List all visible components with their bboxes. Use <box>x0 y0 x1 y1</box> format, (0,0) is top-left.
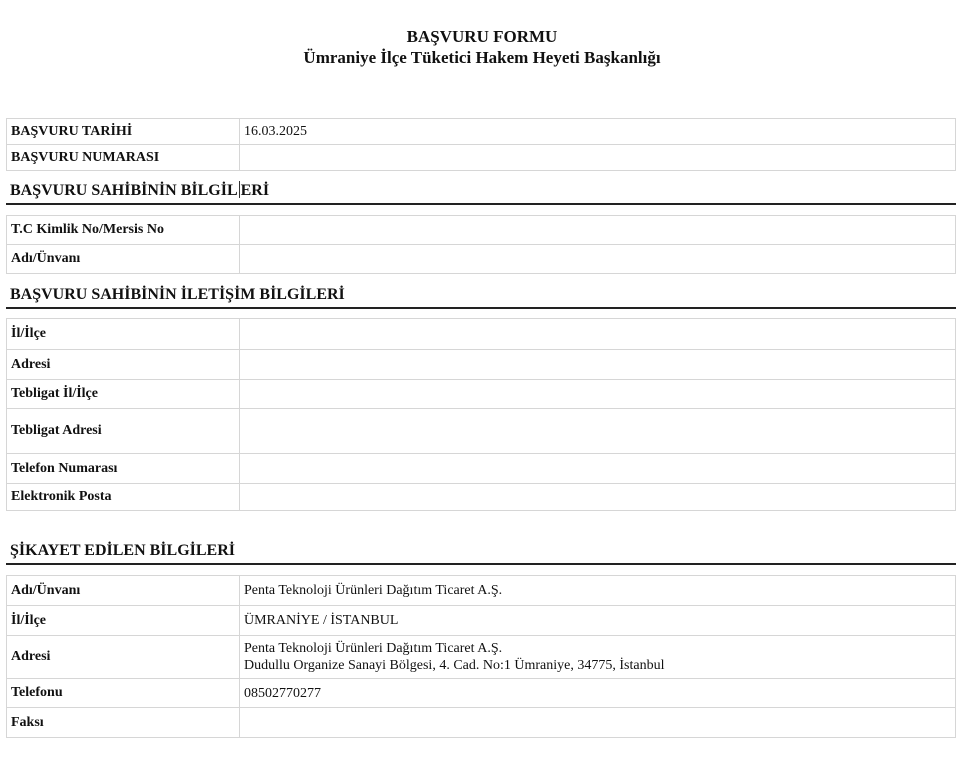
application-number-row <box>6 144 956 171</box>
contact-email-label: Elektronik Posta <box>7 484 240 510</box>
complaint-address-value[interactable] <box>240 636 664 678</box>
applicant-id-row <box>6 215 956 245</box>
contact-notice-address-value[interactable] <box>240 409 244 453</box>
contact-province-row <box>6 318 956 349</box>
complaint-province-value[interactable]: ÜMRANİYE / İSTANBUL <box>244 613 399 628</box>
complaint-phone-row <box>6 678 956 708</box>
applicant-name-value[interactable] <box>240 245 244 273</box>
applicant-id-value[interactable] <box>240 216 244 244</box>
contact-province-value[interactable] <box>240 319 244 349</box>
complaint-phone-label: Telefonu <box>7 679 240 707</box>
contact-notice-province-label: Tebligat İl/İlçe <box>7 380 240 408</box>
contact-province-label: İl/İlçe <box>7 319 240 349</box>
contact-section-title: BAŞVURU SAHİBİNİN İLETİŞİM BİLGİLERİ <box>6 286 956 309</box>
contact-email-row <box>6 483 956 511</box>
applicant-section-title-b: ERİ <box>240 182 270 199</box>
application-date-label: BAŞVURU TARİHİ <box>7 119 240 144</box>
applicant-name-label: Adı/Ünvanı <box>7 245 240 273</box>
contact-address-row <box>6 349 956 379</box>
complaint-address-line-2: Dudullu Organize Sanayi Bölgesi, 4. Cad. No:1 Ümraniye, 34775, İstanbul <box>244 658 665 673</box>
complaint-address-label: Adresi <box>7 636 240 678</box>
complaint-phone-value[interactable]: 08502770277 <box>244 685 321 701</box>
contact-notice-address-label: Tebligat Adresi <box>7 409 240 453</box>
complaint-name-label: Adı/Ünvanı <box>7 576 240 605</box>
contact-phone-value[interactable] <box>240 454 244 483</box>
applicant-section-title <box>6 181 956 205</box>
contact-notice-address-row <box>6 408 956 453</box>
application-number-label: BAŞVURU NUMARASI <box>7 145 240 170</box>
contact-phone-label: Telefon Numarası <box>7 454 240 483</box>
contact-address-label: Adresi <box>7 350 240 379</box>
row-separator <box>936 379 956 380</box>
form-subtitle: Ümraniye İlçe Tüketici Hakem Heyeti Başkanlığı <box>303 48 661 67</box>
complaint-section-title: ŞİKAYET EDİLEN BİLGİLERİ <box>6 542 956 565</box>
applicant-section-title-a: BAŞVURU SAHİBİNİN BİLGİL <box>10 182 238 199</box>
form-title: BAŞVURU FORMU <box>406 27 558 46</box>
contact-address-value[interactable] <box>240 350 244 379</box>
complaint-name-value[interactable]: Penta Teknoloji Ürünleri Dağıtım Ticaret A.Ş. <box>244 583 503 598</box>
complaint-province-row <box>6 605 956 636</box>
complaint-name-row <box>6 575 956 606</box>
text-cursor <box>239 181 240 198</box>
application-date-value[interactable]: 16.03.2025 <box>244 124 307 139</box>
row-separator <box>936 483 956 484</box>
contact-notice-province-row <box>6 379 956 408</box>
application-date-row <box>6 118 956 145</box>
complaint-fax-label: Faksı <box>7 708 240 737</box>
application-number-value[interactable] <box>240 145 244 170</box>
contact-notice-province-value[interactable] <box>240 380 244 408</box>
applicant-name-row <box>6 244 956 274</box>
complaint-fax-row <box>6 707 956 738</box>
contact-email-value[interactable] <box>240 484 244 510</box>
complaint-address-row <box>6 635 956 679</box>
complaint-fax-value[interactable] <box>240 708 244 737</box>
row-separator <box>936 453 956 454</box>
complaint-address-line-1: Penta Teknoloji Ürünleri Dağıtım Ticaret A.Ş. <box>244 641 503 656</box>
applicant-id-label: T.C Kimlik No/Mersis No <box>7 216 240 244</box>
complaint-province-label: İl/İlçe <box>7 606 240 635</box>
row-separator <box>936 408 956 409</box>
contact-phone-row <box>6 453 956 483</box>
row-separator <box>936 349 956 350</box>
